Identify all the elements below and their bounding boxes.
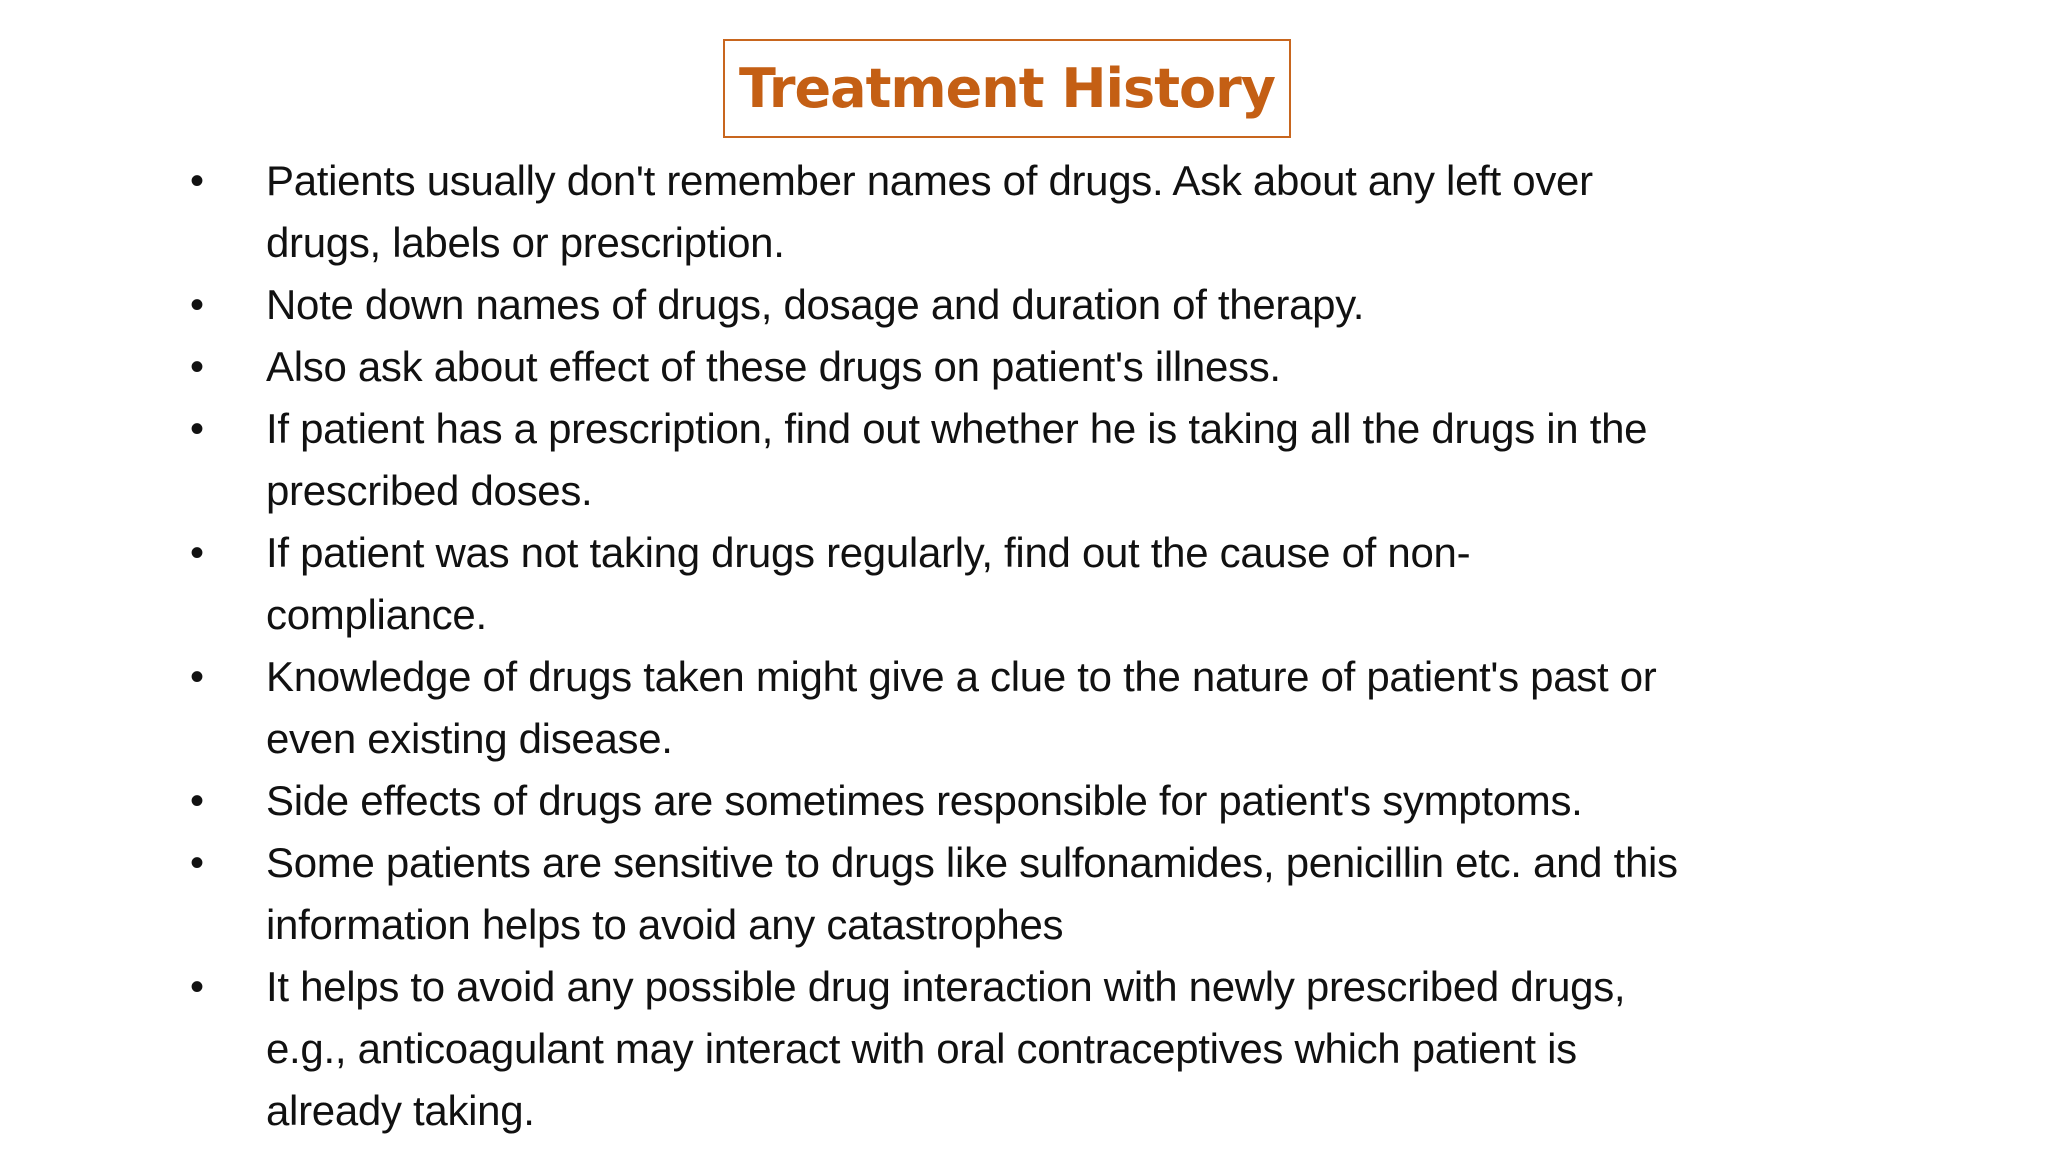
bullet-line: compliance. <box>266 591 487 638</box>
bullet-text <box>266 832 1886 956</box>
bullet-line: already taking. <box>266 1087 535 1134</box>
bullet-line: If patient was not taking drugs regularly, find out the cause of non- <box>266 529 1471 576</box>
bullet-dot: • <box>190 345 205 389</box>
bullet-item <box>186 336 1886 398</box>
bullet-text <box>266 150 1886 274</box>
bullet-item <box>186 646 1886 770</box>
bullet-line: Note down names of drugs, dosage and duration of therapy. <box>266 281 1365 328</box>
slide-title: Treatment History <box>739 57 1275 120</box>
bullet-line: Also ask about effect of these drugs on patient's illness. <box>266 343 1281 390</box>
bullet-text <box>266 274 1886 336</box>
bullet-dot: • <box>190 283 205 327</box>
bullet-dot: • <box>190 531 205 575</box>
bullet-text <box>266 522 1886 646</box>
bullet-item <box>186 274 1886 336</box>
bullet-line: Patients usually don't remember names of drugs. Ask about any left over <box>266 157 1593 204</box>
bullet-line: even existing disease. <box>266 715 673 762</box>
bullet-dot: • <box>190 779 205 823</box>
bullet-line: information helps to avoid any catastrophes <box>266 901 1064 948</box>
bullet-item <box>186 522 1886 646</box>
bullet-item <box>186 832 1886 956</box>
bullet-text <box>266 956 1886 1142</box>
bullet-text <box>266 398 1886 522</box>
bullet-dot: • <box>190 159 205 203</box>
bullet-text <box>266 770 1886 832</box>
bullet-text <box>266 646 1886 770</box>
bullet-dot: • <box>190 655 205 699</box>
bullet-dot: • <box>190 841 205 885</box>
bullet-line: Some patients are sensitive to drugs like sulfonamides, penicillin etc. and this <box>266 839 1678 886</box>
bullet-list <box>186 150 1886 1142</box>
bullet-item <box>186 150 1886 274</box>
bullet-line: drugs, labels or prescription. <box>266 219 785 266</box>
bullet-line: If patient has a prescription, find out whether he is taking all the drugs in the <box>266 405 1648 452</box>
bullet-dot: • <box>190 407 205 451</box>
bullet-text <box>266 336 1886 398</box>
bullet-item <box>186 398 1886 522</box>
bullet-item <box>186 770 1886 832</box>
bullet-item <box>186 956 1886 1142</box>
bullet-dot: • <box>190 965 205 1009</box>
bullet-line: It helps to avoid any possible drug interaction with newly prescribed drugs, <box>266 963 1626 1010</box>
bullet-line: Side effects of drugs are sometimes responsible for patient's symptoms. <box>266 777 1583 824</box>
bullet-line: prescribed doses. <box>266 467 593 514</box>
bullet-line: Knowledge of drugs taken might give a clue to the nature of patient's past or <box>266 653 1657 700</box>
title-box <box>723 39 1291 138</box>
bullet-line: e.g., anticoagulant may interact with oral contraceptives which patient is <box>266 1025 1577 1072</box>
